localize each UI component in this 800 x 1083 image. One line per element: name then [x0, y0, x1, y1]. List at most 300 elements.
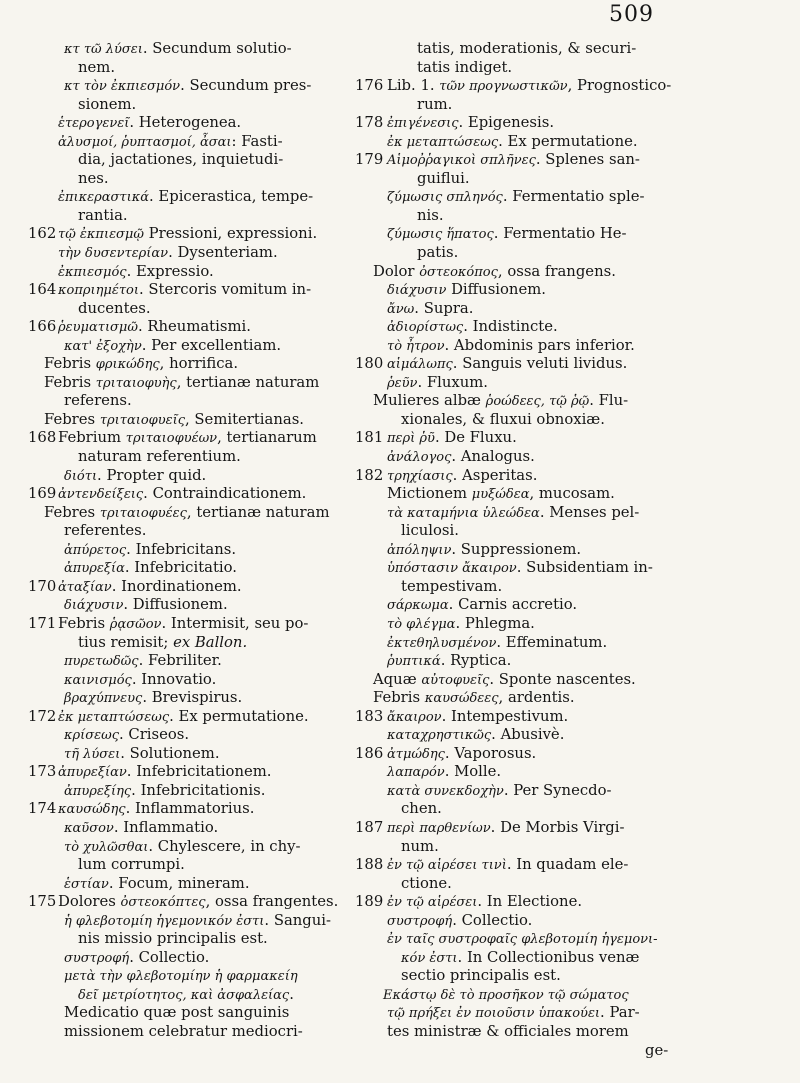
entry-number: 179	[355, 151, 384, 169]
text-line	[28, 671, 358, 690]
line-text	[64, 949, 209, 969]
greek-term: διάχυσιν	[64, 598, 124, 614]
greek-term: περὶ παρθενίων	[387, 820, 491, 836]
latin-text: . Brevispirus.	[142, 689, 243, 707]
latin-text: . Flu-	[589, 392, 629, 410]
text-line	[355, 800, 685, 819]
line-text	[417, 207, 444, 226]
latin-text: . Abdominis pars inferior.	[444, 336, 635, 354]
line-text	[387, 745, 536, 765]
text-line	[28, 96, 358, 115]
latin-text: . Analogus.	[451, 448, 535, 466]
latin-text: Mictionem	[387, 485, 472, 503]
greek-term: ἐκπιεσμός	[58, 264, 127, 280]
line-text	[387, 504, 639, 524]
line-text	[401, 522, 459, 541]
latin-text: . Splenes san-	[535, 151, 640, 169]
text-line	[28, 578, 358, 597]
line-text	[417, 170, 470, 189]
text-line	[355, 392, 685, 411]
text-line	[355, 207, 685, 226]
latin-text: lum corrumpi.	[78, 856, 185, 874]
greek-term: ἀπυρεξίης	[64, 783, 132, 799]
line-text	[417, 96, 452, 115]
line-text	[387, 634, 607, 654]
line-text	[387, 912, 532, 932]
greek-term: καινισμός	[64, 672, 132, 688]
line-text	[64, 838, 300, 858]
text-line	[28, 986, 358, 1005]
text-line	[28, 504, 358, 523]
latin-text: Lib. 1.	[387, 77, 440, 95]
greek-term: κρίσεως	[64, 728, 119, 744]
greek-term: ἀπύρετος	[64, 542, 127, 558]
greek-term: ῥυπτικά	[387, 654, 441, 670]
line-text	[64, 559, 237, 579]
latin-text: tempestivam.	[401, 577, 503, 595]
text-line	[28, 207, 358, 226]
text-line	[28, 244, 358, 263]
line-text	[401, 411, 605, 430]
text-line	[355, 225, 685, 244]
line-text	[387, 448, 535, 468]
text-line	[355, 615, 685, 634]
entry-number: 181	[355, 429, 384, 447]
italic-text: ex Ballon.	[173, 633, 248, 651]
latin-text: naturam referentium.	[78, 448, 241, 466]
latin-text: , mucosam.	[529, 485, 615, 503]
latin-text: . Infebricitationis.	[131, 781, 266, 799]
line-text	[387, 300, 473, 320]
latin-text: . Collectio.	[129, 948, 210, 966]
entry-number: 188	[355, 856, 384, 874]
greek-term: ἐκ μεταπτώσεως	[58, 709, 170, 725]
greek-term: ῥευματισμῶ	[58, 320, 138, 336]
entry-number: 168	[28, 429, 57, 447]
greek-term: ἀπόληψιν	[387, 542, 452, 558]
line-text	[58, 578, 242, 598]
greek-term: ὀστεοκόπτες	[120, 895, 206, 911]
greek-term: κτ τὸν ἐκπιεσμόν	[64, 79, 181, 95]
greek-term: διάχυσιν	[387, 283, 447, 299]
latin-text: . Asperitas.	[452, 466, 538, 484]
greek-term: ἀλυσμοί, ῥυπτασμοί, ἆσαι	[58, 134, 232, 150]
text-line	[28, 40, 358, 59]
text-line	[355, 652, 685, 671]
latin-text: referens.	[64, 392, 132, 410]
entry-number: 172	[28, 707, 57, 725]
line-text	[78, 986, 294, 1006]
line-text	[387, 188, 644, 208]
latin-text: . De Fluxu.	[434, 429, 517, 447]
latin-text: , ardentis.	[498, 689, 575, 707]
line-text	[58, 133, 283, 153]
line-text	[64, 596, 228, 616]
text-line	[355, 188, 685, 207]
line-text	[417, 40, 636, 59]
greek-term: κατὰ συνεκδοχὴν	[387, 783, 504, 799]
line-text	[64, 392, 132, 411]
latin-text: Febris	[58, 614, 110, 632]
latin-text: Febris	[44, 355, 96, 373]
entry-number: 170	[28, 577, 57, 595]
line-text	[44, 411, 304, 431]
latin-text: . Epicerastica, tempe-	[149, 188, 314, 206]
text-line	[355, 244, 685, 263]
greek-term: φρικώδης	[95, 357, 160, 373]
latin-text: ge-	[645, 1041, 669, 1059]
entry-number: 187	[355, 818, 384, 836]
latin-text: . Ex permutatione.	[498, 132, 638, 150]
text-line	[28, 133, 358, 152]
line-text	[64, 912, 331, 932]
text-line	[355, 263, 685, 282]
greek-term: συστροφή	[64, 950, 130, 966]
greek-term: αἱμάλωπς	[387, 357, 453, 373]
greek-term: ἀνάλογος	[387, 450, 452, 466]
line-text	[64, 819, 218, 839]
latin-text: . Per Synecdo-	[503, 781, 612, 799]
text-line	[28, 689, 358, 708]
text-line	[28, 893, 358, 912]
text-line	[355, 170, 685, 189]
text-line	[28, 819, 358, 838]
latin-text: . Fermentatio He-	[493, 225, 627, 243]
line-text	[64, 745, 220, 765]
line-text	[64, 1023, 303, 1042]
latin-text: . Inflammatio.	[113, 818, 219, 836]
line-text	[64, 689, 242, 709]
latin-text: . Secundum pres-	[180, 77, 312, 95]
greek-term: αὐτοφυεῖς	[421, 672, 490, 688]
latin-text: . Indistincte.	[463, 318, 558, 336]
text-line	[355, 429, 685, 448]
greek-term: ἑστίαν	[64, 876, 109, 892]
greek-term: ῥοώδεες, τῷ ῥῷ	[485, 394, 590, 410]
text-line	[355, 1023, 685, 1042]
text-line	[355, 578, 685, 597]
text-line	[28, 652, 358, 671]
latin-text: . Molle.	[444, 763, 502, 781]
latin-text: . In Collectionibus venæ	[457, 948, 640, 966]
latin-text: tatis, moderationis, & securi-	[417, 40, 637, 57]
line-text	[387, 615, 535, 635]
line-text	[387, 133, 638, 153]
line-text	[64, 337, 281, 357]
greek-term: ἀπυρεξίαν	[58, 765, 127, 781]
latin-text: tius remisit;	[78, 633, 174, 651]
line-text	[401, 949, 639, 969]
greek-term: τριταιοφυέων	[125, 431, 218, 447]
latin-text: , tertianæ naturam	[186, 503, 330, 521]
greek-term: τὰ καταμήνια ὑλεώδεα	[387, 505, 540, 521]
text-line	[355, 967, 685, 986]
text-line	[355, 485, 685, 504]
latin-text: Febris	[373, 689, 425, 707]
line-text	[387, 355, 627, 375]
text-line	[28, 726, 358, 745]
line-text	[387, 114, 554, 134]
text-line	[28, 1023, 358, 1042]
line-text	[64, 77, 311, 97]
latin-text: Dolor	[373, 262, 420, 280]
greek-term: τὸ φλέγμα	[387, 616, 456, 632]
entry-number: 169	[28, 485, 57, 503]
latin-text: patis.	[417, 244, 459, 262]
latin-text: . Infebricitationem.	[126, 763, 272, 781]
text-line	[355, 708, 685, 727]
text-line	[28, 188, 358, 207]
latin-text: . Intempestivum.	[441, 707, 569, 725]
latin-text: liculosi.	[401, 522, 459, 540]
text-line	[355, 689, 685, 708]
line-text	[58, 763, 272, 783]
greek-term: διότι	[64, 468, 98, 484]
text-line	[355, 318, 685, 337]
latin-text: . Heterogenea.	[129, 114, 242, 132]
line-text	[58, 281, 311, 301]
latin-text: . Diffusionem.	[123, 596, 228, 614]
text-line	[28, 912, 358, 931]
line-text	[387, 930, 658, 950]
greek-term: τριταιοφυέες	[99, 505, 187, 521]
text-line	[28, 392, 358, 411]
line-text	[78, 634, 247, 653]
greek-term: ἐπικεραστικά	[58, 190, 150, 206]
text-line	[28, 596, 358, 615]
latin-text: nes.	[78, 169, 109, 187]
line-text	[64, 1004, 289, 1023]
line-text	[64, 671, 216, 691]
line-text	[64, 522, 146, 541]
latin-text: . Inordinationem.	[111, 577, 242, 595]
line-text	[373, 392, 628, 412]
text-line	[28, 745, 358, 764]
latin-text: Aquæ	[373, 670, 422, 688]
greek-term: ῥᾳσῶον	[109, 616, 162, 632]
latin-text: . Collectio.	[452, 911, 533, 929]
text-line	[355, 838, 685, 857]
greek-term: τριταιοφυεῖς	[99, 412, 186, 428]
line-text	[401, 875, 452, 894]
line-text	[387, 225, 627, 245]
text-line	[355, 59, 685, 78]
text-line	[28, 856, 358, 875]
line-text	[78, 151, 283, 170]
greek-term: ἐπιγένεσις	[387, 116, 459, 132]
text-line	[355, 949, 685, 968]
greek-term: ζύμωσις ἥπατος	[387, 227, 494, 243]
text-line	[355, 912, 685, 931]
latin-text: missionem celebratur mediocri-	[64, 1022, 303, 1040]
line-text	[58, 893, 338, 913]
latin-text: . Supra.	[414, 299, 474, 317]
text-line	[355, 1004, 685, 1023]
latin-text: . Carnis accretio.	[448, 596, 578, 614]
text-line	[355, 504, 685, 523]
latin-text: . Inflammatorius.	[125, 800, 255, 818]
text-line	[355, 151, 685, 170]
text-line	[355, 782, 685, 801]
text-line	[355, 930, 685, 949]
line-text	[387, 708, 568, 728]
line-text	[64, 652, 222, 672]
text-line	[28, 77, 358, 96]
line-text	[417, 244, 458, 263]
text-line	[28, 467, 358, 486]
latin-text: . In Electione.	[477, 893, 583, 911]
line-text	[64, 782, 265, 802]
line-text	[387, 596, 577, 616]
latin-text: . Intermisit, seu po-	[161, 614, 309, 632]
latin-text: . Ryptica.	[440, 652, 512, 670]
text-line	[355, 77, 685, 96]
greek-term: καυσώδης	[58, 802, 126, 818]
text-line	[355, 467, 685, 486]
latin-text: rum.	[417, 95, 453, 113]
latin-text: ctione.	[401, 874, 452, 892]
line-text	[44, 504, 330, 524]
latin-text: nis.	[417, 206, 444, 224]
latin-text: . Per excellentiam.	[141, 336, 282, 354]
greek-term: μυξώδεα	[471, 487, 530, 503]
latin-text: . Menses pel-	[539, 503, 640, 521]
text-line	[28, 281, 358, 300]
line-text	[387, 559, 653, 579]
line-text	[58, 485, 306, 505]
latin-text: referentes.	[64, 522, 147, 540]
line-text	[78, 448, 241, 467]
greek-term: ἄνω	[387, 301, 415, 317]
text-line	[355, 411, 685, 430]
greek-term: πυρετωδῶς	[64, 654, 139, 670]
line-text	[383, 986, 629, 1006]
latin-text: Febres	[44, 410, 100, 428]
text-line	[355, 893, 685, 912]
greek-term: καυσώδεες	[424, 691, 499, 707]
text-line	[28, 411, 358, 430]
greek-term: κοπριημέτοι	[58, 283, 139, 299]
latin-text: . Fluxum.	[417, 373, 488, 391]
latin-text: Medicatio quæ post sanguinis	[64, 1004, 290, 1022]
line-text	[78, 930, 268, 949]
text-line	[355, 875, 685, 894]
text-line	[28, 485, 358, 504]
text-line	[28, 634, 358, 653]
line-text	[78, 59, 115, 78]
latin-text: . Infebricitatio.	[124, 559, 238, 577]
text-line	[355, 300, 685, 319]
text-line	[355, 634, 685, 653]
latin-text: , tertianarum	[217, 429, 317, 447]
line-text	[58, 708, 309, 728]
text-line	[28, 59, 358, 78]
latin-text: . Ex permutatione.	[169, 707, 309, 725]
latin-text: . Stercoris vomitum in-	[138, 281, 312, 299]
right-column	[355, 40, 685, 1060]
line-text	[58, 263, 214, 283]
line-text	[387, 374, 488, 394]
line-text	[387, 726, 564, 746]
text-line	[355, 374, 685, 393]
text-line	[28, 429, 358, 448]
latin-text: chen.	[401, 800, 442, 818]
text-line	[28, 374, 358, 393]
greek-term: ὑπόστασιν ἄκαιρον	[387, 561, 517, 577]
greek-term: τὸ χυλῶσθαι	[64, 839, 149, 855]
line-text	[373, 263, 616, 283]
line-text	[387, 819, 624, 839]
latin-text: . Effeminatum.	[496, 633, 608, 651]
line-text	[64, 967, 298, 987]
line-text	[78, 96, 136, 115]
line-text	[58, 429, 317, 449]
greek-term: ζύμωσις σπληνός	[387, 190, 503, 206]
line-text	[64, 726, 189, 746]
text-line	[355, 541, 685, 560]
line-text	[401, 967, 561, 986]
greek-term: τὴν δυσεντερίαν	[58, 246, 169, 262]
greek-term: κόν ἐστι	[401, 950, 458, 966]
text-line	[355, 986, 685, 1005]
greek-term: ἀταξίαν	[58, 579, 112, 595]
entry-number: 189	[355, 893, 384, 911]
latin-text: Febris	[44, 373, 96, 391]
greek-term: ἀδιορίστως	[387, 320, 464, 336]
line-text	[64, 875, 250, 895]
latin-text: . Febriliter.	[138, 652, 222, 670]
greek-term: κατ' ἐξοχὴν	[64, 338, 142, 354]
line-text	[58, 188, 313, 208]
line-text	[78, 300, 151, 319]
latin-text: . Innovatio.	[131, 670, 217, 688]
line-text	[58, 114, 241, 134]
greek-term: Αἱμοῤῥαγικοὶ σπλῆνες	[387, 153, 536, 169]
text-line	[28, 225, 358, 244]
latin-text: . Dysenteriam.	[168, 244, 278, 262]
latin-text: Mulieres albæ	[373, 392, 486, 410]
greek-term: ῥεῦν	[387, 375, 418, 391]
greek-term: καταχρηστικῶς	[387, 728, 492, 744]
latin-text: Dolores	[58, 893, 121, 911]
latin-text: . De Morbis Virgi-	[490, 818, 625, 836]
page-number: 509	[609, 2, 654, 27]
greek-term: τριταιοφυὴς	[95, 375, 177, 391]
line-text	[387, 77, 671, 97]
line-text	[387, 856, 628, 876]
greek-term: τὸ ἦτρον	[387, 338, 445, 354]
entry-number: 174	[28, 800, 57, 818]
entry-number: 186	[355, 744, 384, 762]
text-line	[28, 930, 358, 949]
text-line	[355, 448, 685, 467]
latin-text: Febrium	[58, 429, 126, 447]
text-line	[355, 96, 685, 115]
line-text	[387, 281, 546, 301]
latin-text: . Infebricitans.	[126, 540, 237, 558]
greek-term: τῶν προγνωστικῶν	[439, 79, 568, 95]
line-text	[387, 782, 612, 802]
greek-term: ἑτερογενεῖ	[58, 116, 130, 132]
greek-term: ἐν ταῖς συστροφαῖς φλεβοτομίη ἡγεμονι-	[387, 932, 658, 948]
line-text	[58, 800, 254, 820]
latin-text: Pressioni, expressioni.	[143, 225, 318, 243]
text-line	[355, 281, 685, 300]
latin-text: nem.	[78, 58, 116, 76]
line-text	[387, 893, 582, 913]
greek-term: βραχύπνευς	[64, 691, 143, 707]
entry-number: 166	[28, 318, 57, 336]
